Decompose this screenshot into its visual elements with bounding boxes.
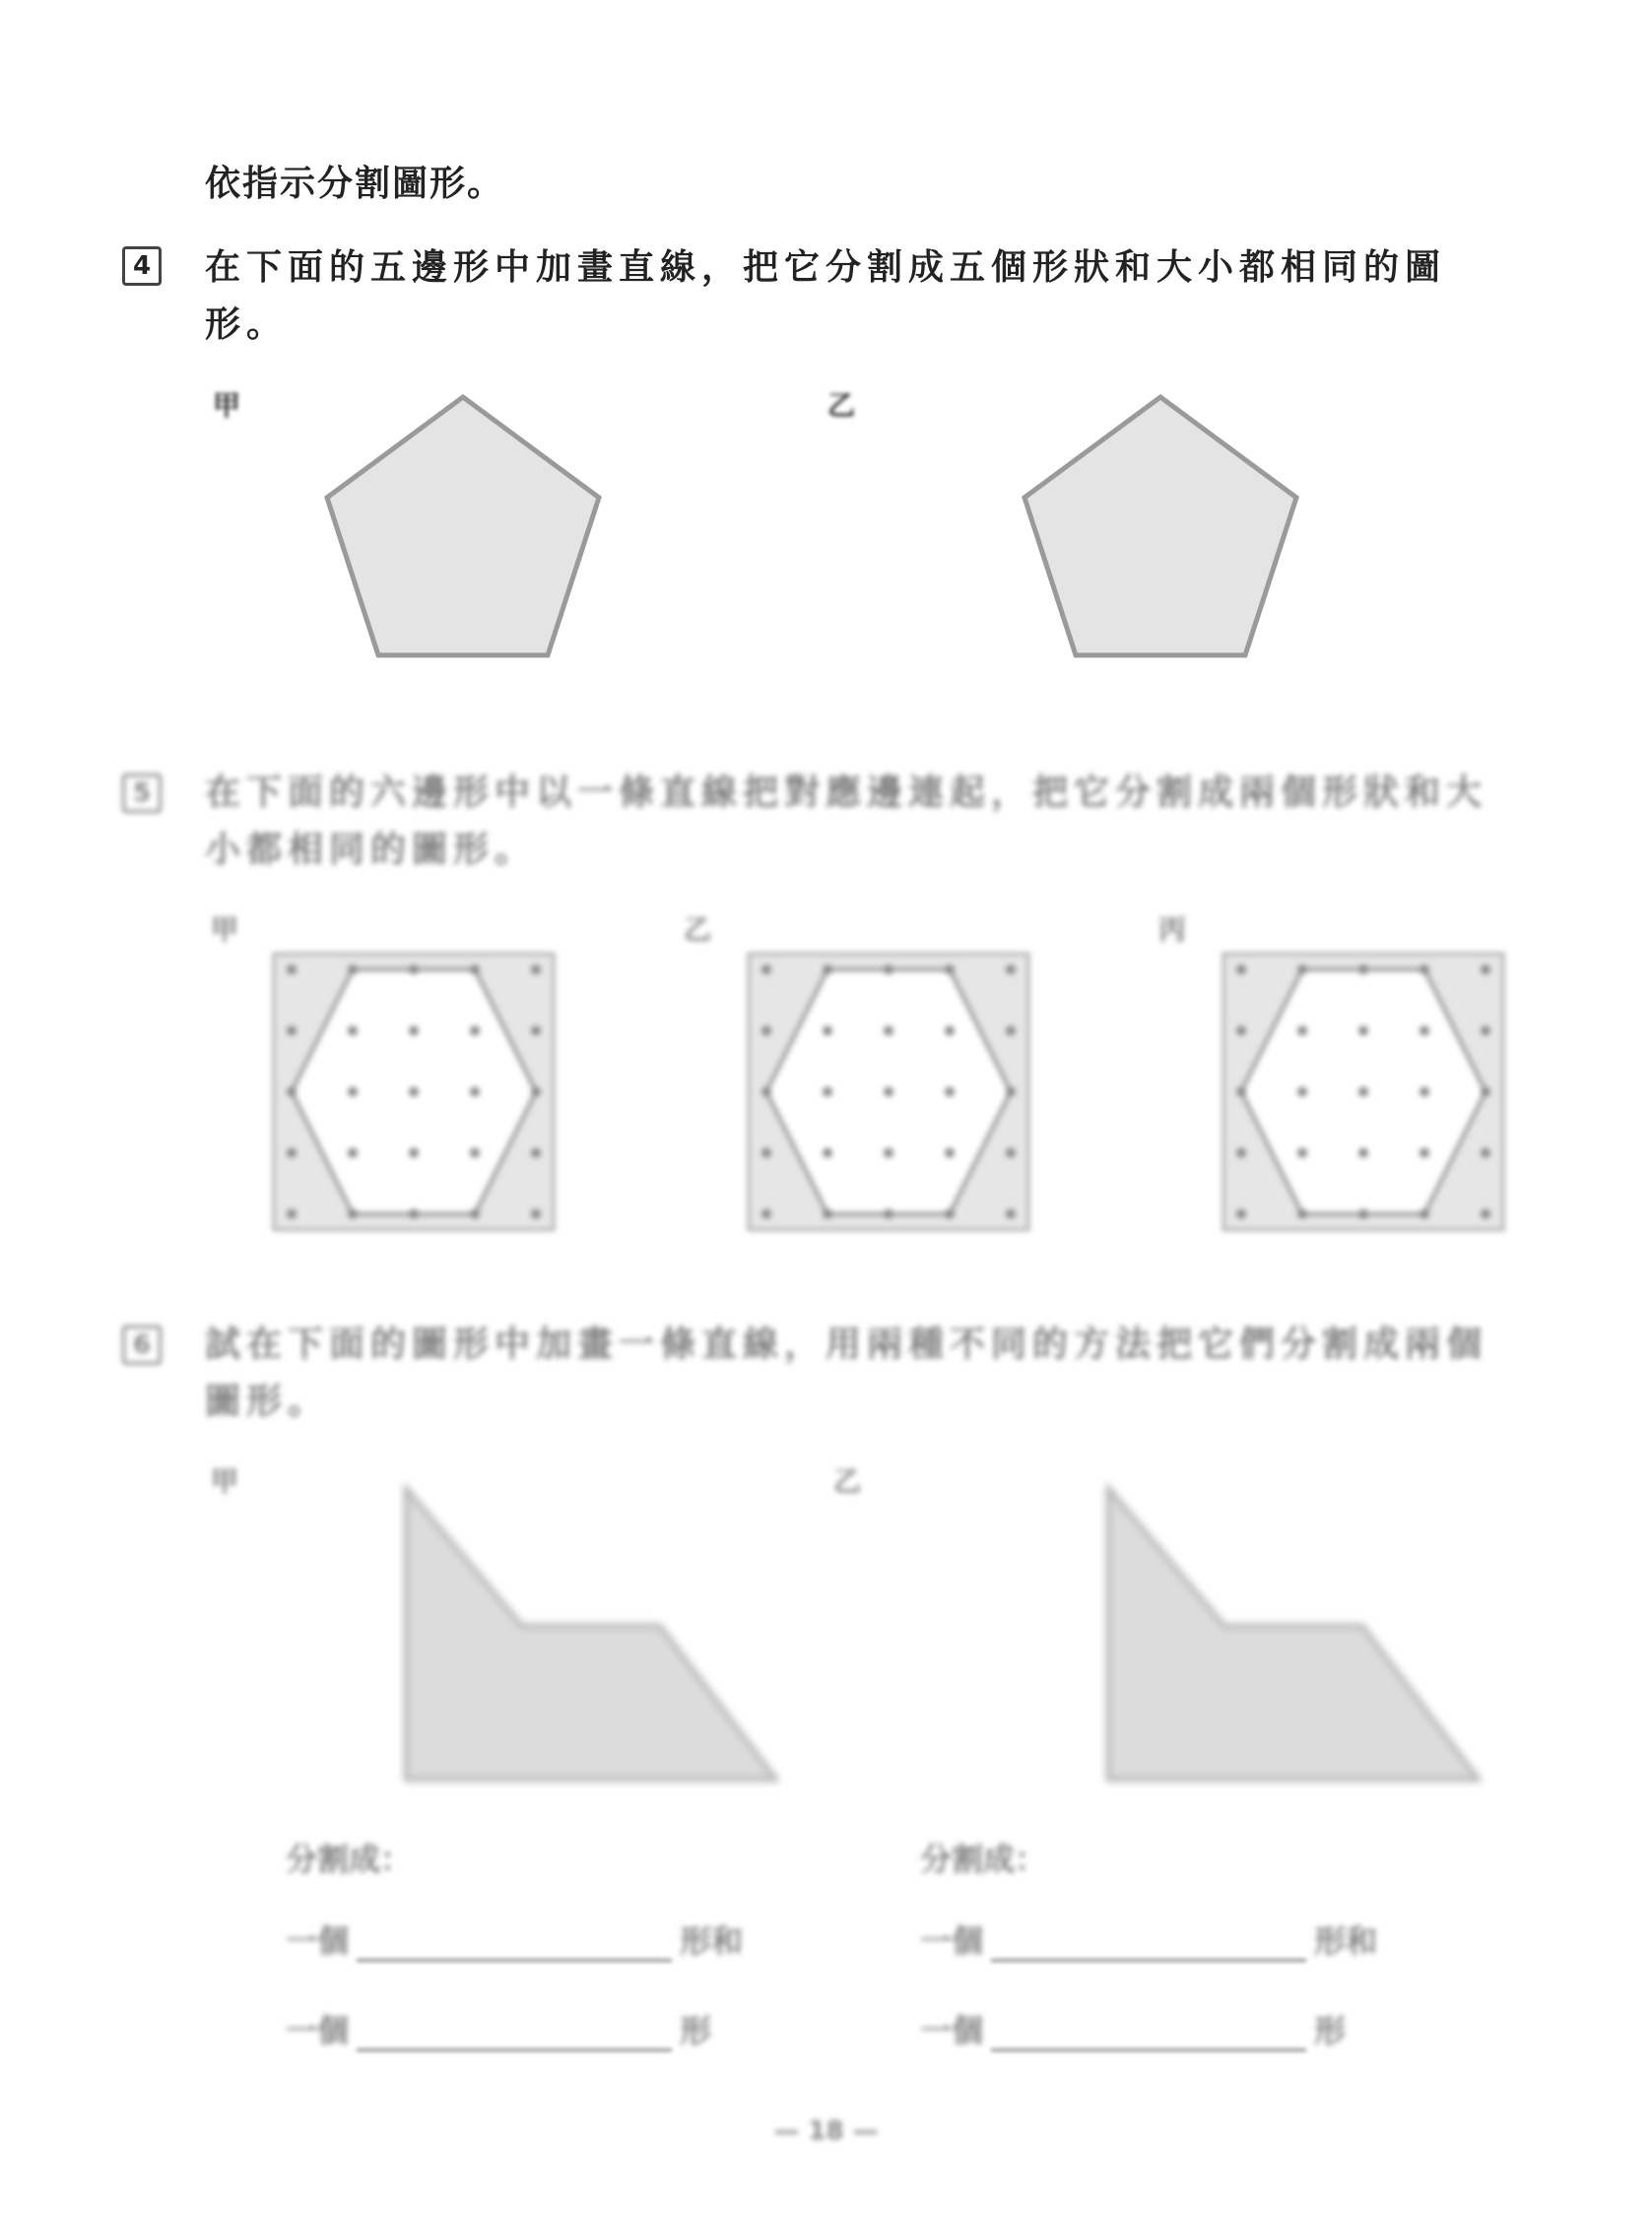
grid-dot: [761, 1148, 771, 1158]
hexagon-dot-grid-a[interactable]: [268, 948, 560, 1236]
grid-dot: [761, 1026, 771, 1036]
grid-dot: [884, 1148, 893, 1158]
grid-dot: [1006, 965, 1016, 975]
grid-dot: [409, 1026, 419, 1036]
grid-dot: [1420, 1209, 1429, 1219]
grid-dot: [1481, 1026, 1490, 1036]
answer-b-blank-2[interactable]: [991, 2019, 1306, 2051]
grid-dot: [287, 1148, 297, 1158]
section-heading: 依指示分割圖形。: [205, 164, 505, 204]
grid-dot: [1481, 965, 1490, 975]
page-number: — 18 —: [773, 2117, 879, 2146]
grid-dot: [348, 1026, 358, 1036]
grid-dot: [409, 1209, 419, 1219]
grid-dot: [1297, 1148, 1307, 1158]
question-6-sub-label-b: 乙: [833, 1465, 862, 1498]
question-5-text-line2: 小都相同的圖形。: [205, 829, 537, 870]
grid-dot: [1006, 1209, 1016, 1219]
grid-dot: [409, 965, 419, 975]
answer-a-row1-prefix: 一個: [286, 1922, 350, 1960]
grid-dot: [1006, 1148, 1016, 1158]
question-4-text-line1: 在下面的五邊形中加畫直線，把它分割成五個形狀和大小都相同的圖: [205, 246, 1447, 288]
grid-dot: [884, 1026, 893, 1036]
grid-dot: [470, 1209, 480, 1219]
grid-dot: [1236, 1087, 1246, 1097]
grid-dot: [409, 1087, 419, 1097]
grid-dot: [287, 1209, 297, 1219]
grid-dot: [884, 1209, 893, 1219]
grid-dot: [470, 1087, 480, 1097]
question-5-sub-label-a: 甲: [211, 913, 239, 946]
pentagon-figure-b[interactable]: [1013, 389, 1308, 665]
answer-a-row2-suffix: 形: [680, 2012, 712, 2050]
pentagon-figure-a[interactable]: [315, 389, 611, 665]
question-5-text-line1: 在下面的六邊形中以一條直線把對應邊連起，把它分割成兩個形狀和大: [205, 772, 1488, 813]
answer-a-blank-1[interactable]: [357, 1929, 672, 1962]
question-5-sub-label-b: 乙: [684, 913, 712, 946]
answer-b-blank-1[interactable]: [991, 1929, 1306, 1962]
answer-b-row1-suffix: 形和: [1314, 1922, 1378, 1960]
grid-dot: [761, 965, 771, 975]
question-6-text-line2: 圖形。: [205, 1380, 330, 1422]
answer-a-row2-prefix: 一個: [286, 2012, 350, 2050]
answer-b-row2-suffix: 形: [1314, 2012, 1347, 2050]
grid-dot: [823, 1148, 832, 1158]
grid-dot: [1358, 1087, 1368, 1097]
grid-dot: [531, 1087, 541, 1097]
grid-dot: [1420, 1087, 1429, 1097]
trapezoid-figure-b[interactable]: [1096, 1478, 1490, 1793]
grid-dot: [823, 1026, 832, 1036]
grid-dot: [348, 1148, 358, 1158]
answer-a-row-2: [286, 2006, 711, 2051]
answer-b-row-1: [920, 1916, 1377, 1962]
grid-dot: [945, 1148, 955, 1158]
grid-dot: [1236, 965, 1246, 975]
grid-dot: [884, 1087, 893, 1097]
question-number-4: 4: [122, 246, 162, 286]
answer-b-row1-prefix: 一個: [920, 1922, 984, 1960]
grid-dot: [1358, 1148, 1368, 1158]
grid-dot: [531, 965, 541, 975]
grid-dot: [1006, 1026, 1016, 1036]
grid-dot: [945, 1087, 955, 1097]
grid-dot: [1236, 1026, 1246, 1036]
grid-dot: [287, 965, 297, 975]
trapezoid-figure-a[interactable]: [394, 1478, 788, 1793]
grid-dot: [1297, 1026, 1307, 1036]
grid-dot: [348, 965, 358, 975]
grid-dot: [1481, 1087, 1490, 1097]
answer-a-label: 分割成：: [286, 1841, 413, 1878]
grid-dot: [287, 1087, 297, 1097]
grid-dot: [761, 1209, 771, 1219]
grid-dot: [470, 1026, 480, 1036]
grid-dot: [1358, 1209, 1368, 1219]
grid-dot: [409, 1148, 419, 1158]
grid-dot: [823, 965, 832, 975]
grid-dot: [348, 1209, 358, 1219]
grid-dot: [531, 1148, 541, 1158]
grid-dot: [761, 1087, 771, 1097]
question-4-sub-label-a: 甲: [213, 389, 241, 422]
grid-dot: [945, 1026, 955, 1036]
grid-dot: [1006, 1087, 1016, 1097]
answer-a-row-1: [286, 1916, 743, 1962]
grid-dot: [470, 965, 480, 975]
question-6-sub-label-a: 甲: [211, 1465, 239, 1498]
grid-dot: [1236, 1209, 1246, 1219]
grid-dot: [1420, 1026, 1429, 1036]
grid-dot: [1420, 1148, 1429, 1158]
grid-dot: [823, 1087, 832, 1097]
hexagon-dot-grid-c[interactable]: [1218, 948, 1509, 1236]
answer-b-row2-prefix: 一個: [920, 2012, 984, 2050]
grid-dot: [1358, 965, 1368, 975]
hexagon-dot-grid-b[interactable]: [743, 948, 1034, 1236]
grid-dot: [884, 965, 893, 975]
grid-dot: [1420, 965, 1429, 975]
grid-dot: [1358, 1026, 1368, 1036]
question-4-text-line2: 形。: [205, 303, 289, 345]
grid-dot: [1481, 1148, 1490, 1158]
grid-dot: [1236, 1148, 1246, 1158]
question-number-6: 6: [122, 1325, 162, 1365]
grid-dot: [945, 965, 955, 975]
grid-dot: [1297, 965, 1307, 975]
grid-dot: [470, 1148, 480, 1158]
answer-b-row-2: [920, 2006, 1346, 2051]
question-5-sub-label-c: 丙: [1158, 913, 1187, 946]
grid-dot: [1481, 1209, 1490, 1219]
grid-dot: [823, 1209, 832, 1219]
grid-dot: [287, 1026, 297, 1036]
grid-dot: [531, 1026, 541, 1036]
grid-dot: [531, 1209, 541, 1219]
question-4-sub-label-b: 乙: [827, 389, 856, 422]
grid-dot: [945, 1209, 955, 1219]
question-6-text-line1: 試在下面的圖形中加畫一條直線，用兩種不同的方法把它們分割成兩個: [205, 1323, 1488, 1365]
grid-dot: [1297, 1087, 1307, 1097]
answer-b-label: 分割成：: [920, 1841, 1047, 1878]
grid-dot: [1297, 1209, 1307, 1219]
grid-dot: [348, 1087, 358, 1097]
answer-a-blank-2[interactable]: [357, 2019, 672, 2051]
answer-a-row1-suffix: 形和: [680, 1922, 744, 1960]
question-number-5: 5: [122, 773, 162, 813]
